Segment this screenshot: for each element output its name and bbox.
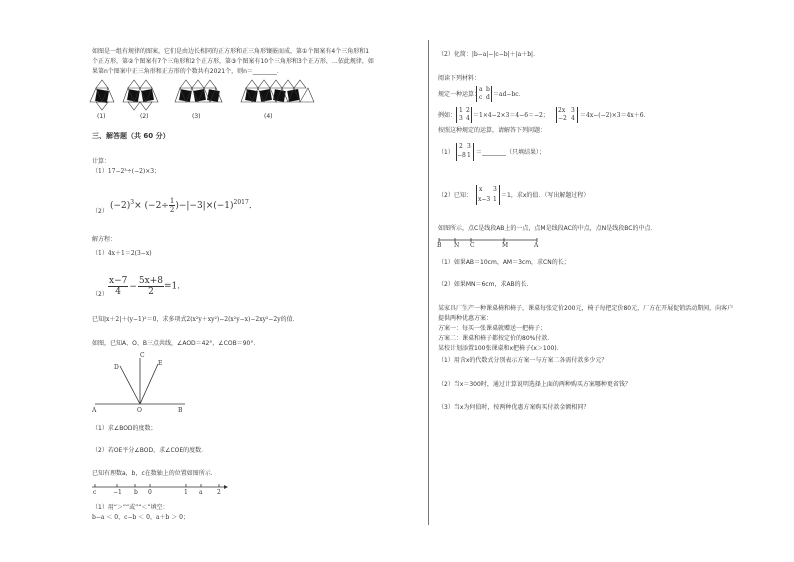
column-divider	[428, 40, 429, 525]
intro-line-2: 个正方形，第②个图案有7个三角形和2个正方形，第③个图案有10个三角形和3个正方形，…依此规律，如	[92, 58, 374, 65]
angle-question-2: （2）若OE平分∠BOD，求∠COE的度数．	[92, 447, 208, 454]
ex1-d: 4	[466, 115, 470, 122]
solve2-rhs: =1.	[163, 281, 181, 292]
calc2-frac-den: 2	[169, 206, 175, 214]
def-determinant	[476, 86, 492, 102]
calc-title: 计算：	[92, 158, 111, 165]
angle-question-1: （1）求∠BOD的度数；	[92, 425, 157, 432]
seg-label-a: A	[534, 242, 539, 249]
pattern-figure-3	[175, 80, 222, 102]
label-o: O	[137, 407, 142, 414]
numline-label-1: 1	[184, 489, 188, 496]
plan-1: 方案一：每买一张课桌就赠送一把椅子；	[438, 325, 547, 332]
pattern-figure-2	[123, 80, 158, 110]
calc-question-1: （1）17−2³÷(−2)×3；	[92, 168, 161, 175]
simplify-question: （2）化简：|b−a|−|c−b|＋|a＋b|．	[438, 51, 540, 58]
solve-question-1: （1）4x＋1＝2(3−x)	[92, 250, 152, 257]
def-text: 规定一种运算：	[438, 91, 481, 98]
solve2-den2: 2	[148, 287, 154, 297]
calc2-part1: (−2)	[110, 201, 131, 211]
school-line: 某校计划添置100张课桌和x把椅子(x＞100)．	[438, 345, 563, 352]
example1-determinant	[456, 107, 472, 123]
numline-label-c: c	[93, 489, 97, 496]
label-c: C	[140, 352, 145, 359]
calc2-part3: )−|−3|×(−1)	[175, 201, 234, 211]
q1-d: 1	[467, 152, 471, 159]
rule-text: 按照这种规定的运算，请解答下列问题：	[438, 127, 547, 134]
intro-line-3: 果第n个图案中正三角形和正方形的个数共有2021个，则n＝________．	[92, 68, 283, 75]
calc-question-2-prefix: （2）	[92, 208, 108, 215]
solve2-fraction-2	[138, 276, 164, 297]
def-c: c	[479, 94, 483, 101]
label-b: B	[178, 407, 183, 414]
given-line: 已知|x＋2|＋(y−1)²＝0，求多项式2(x²y＋xy²)−2(x²y−x)−2xy²−2y的值．	[92, 316, 299, 323]
ray-oe	[140, 364, 158, 404]
plan-2: 方案二：课桌和椅子都按定价的80%付款．	[438, 335, 554, 342]
def-d: d	[486, 94, 490, 101]
q2-d: 1	[493, 196, 497, 203]
q2-b: 3	[493, 186, 497, 193]
section-heading: 三、解答题（共 60 分）	[92, 132, 170, 140]
fig-label-3: (3)	[192, 113, 201, 120]
numline-label-a: a	[199, 489, 203, 496]
segment-question-2: （2）如果MN＝6cm，求AB的长．	[438, 281, 533, 288]
fig-label-4: (4)	[264, 113, 273, 120]
q2-determinant	[476, 185, 500, 205]
numline-label-2: 2	[217, 489, 221, 496]
q1-b: 3	[467, 143, 471, 150]
intro-line-1: 如图是一组有规律的图案，它们是由边长相同的正方形和正三角形镶嵌而成，第①个图案有4个三角形和1	[92, 48, 370, 55]
solve2-minus: −	[129, 281, 137, 292]
q1-determinant	[456, 143, 474, 161]
example2-determinant	[556, 107, 578, 123]
ex2-a: 2x	[558, 107, 566, 114]
numline-intro: 已知有理数a，b，c在数轴上的位置如图所示．	[92, 470, 217, 477]
fig-label-2: (2)	[140, 113, 149, 120]
def-b: b	[486, 86, 490, 93]
q1-c: −8	[457, 152, 466, 159]
pattern-figure-4	[241, 80, 314, 102]
angle-intro: 如图，已知A、O、B三点共线，∠AOD＝42°，∠COB＝90°．	[92, 340, 260, 347]
q1-a: 2	[459, 143, 463, 150]
segment-intro: 如图所示，点C是线段AB上的一点，点M是线段AC的中点，点N是线段BC的中点．	[438, 225, 657, 232]
shop-line-2: 提供两种优惠方案：	[438, 315, 493, 322]
shop-question-2: （2）当x＝300时，通过计算说明选择上面的两种购买方案哪种更省钱？	[438, 381, 631, 388]
ex1-a: 1	[459, 107, 463, 114]
calc2-sup1: 3	[130, 199, 135, 206]
ex2-c: −2	[558, 115, 567, 122]
q1-eq: ＝________（只填结果）；	[476, 149, 546, 156]
numline-label-0: 0	[148, 489, 152, 496]
pattern-figures	[90, 80, 330, 120]
solve2-fraction-1	[108, 276, 128, 297]
solve-question-2-prefix: （2）	[92, 291, 108, 298]
seg-label-b: B	[437, 242, 442, 249]
numline-label-minus1: −1	[113, 489, 122, 496]
label-a: A	[92, 407, 97, 414]
solve-title: 解方程：	[92, 236, 117, 243]
calc2-part2: × (−2÷	[134, 201, 169, 211]
ex2-d: 4	[571, 115, 575, 122]
segment-question-1: （1）如果AB＝10cm，AM＝3cm，求CN的长；	[438, 259, 570, 266]
ex1-c: 3	[459, 115, 463, 122]
ex2-b: 3	[571, 107, 575, 114]
solve2-num1: x−7	[109, 276, 128, 286]
read-title: 阅读下列材料：	[438, 75, 481, 82]
number-line	[90, 480, 230, 494]
numline-question-1: （1）用“＞”“或”“＜”填空：	[92, 504, 169, 511]
example-prefix: 例如：	[438, 112, 457, 119]
ex2-eq: ＝4x−(−2)×3＝4x＋6．	[580, 112, 650, 119]
seg-label-m: M	[502, 242, 509, 249]
shop-question-3: （3）当x为何值时，按两种优惠方案购买付款金额相同？	[438, 404, 590, 411]
det-question-2-prefix: （2）已知：	[438, 192, 472, 199]
numline-question-1b: b−a ＜ 0，c−b ＜ 0，a＋b ＞ 0；	[92, 514, 189, 521]
numline-label-b: b	[134, 489, 138, 496]
shop-question-1: （1）用含x的代数式分别表示方案一与方案二各需付款多少元？	[438, 357, 608, 364]
angle-figure	[90, 352, 200, 412]
label-e: E	[158, 360, 163, 367]
solve-question-2-expr	[108, 276, 180, 297]
q2-c: x−3	[478, 196, 491, 203]
det-question-1-prefix: （1）	[438, 149, 454, 156]
ex1-b: 2	[466, 107, 470, 114]
def-eq: ＝ad−bc．	[493, 91, 525, 98]
pattern-figure-1	[90, 80, 114, 110]
q2-a: x	[479, 186, 483, 193]
fig-label-1: (1)	[97, 113, 106, 120]
calc2-frac-num: 1	[169, 197, 175, 205]
def-a: a	[479, 86, 483, 93]
ray-od	[120, 366, 140, 404]
calc2-end: ．	[248, 201, 258, 211]
solve2-num2: 5x+8	[138, 276, 163, 286]
calc-question-2-expr	[110, 197, 258, 214]
calc2-sup2: 2017	[233, 199, 249, 206]
shop-line-1: 某家具厂生产一种课桌椅和椅子，课桌每张定价200元，椅子每把定价80元，厂方在开展促销活动期间，向客户	[438, 305, 734, 312]
seg-label-n: N	[454, 242, 460, 249]
solve2-den1: 4	[115, 287, 122, 297]
ex1-eq: ＝1×4−2×3＝4−6＝−2；	[473, 112, 549, 119]
q2-eq: ＝1，求x的值．（写出解题过程）	[501, 192, 590, 199]
label-d: D	[114, 364, 119, 371]
seg-label-c: C	[470, 242, 475, 249]
